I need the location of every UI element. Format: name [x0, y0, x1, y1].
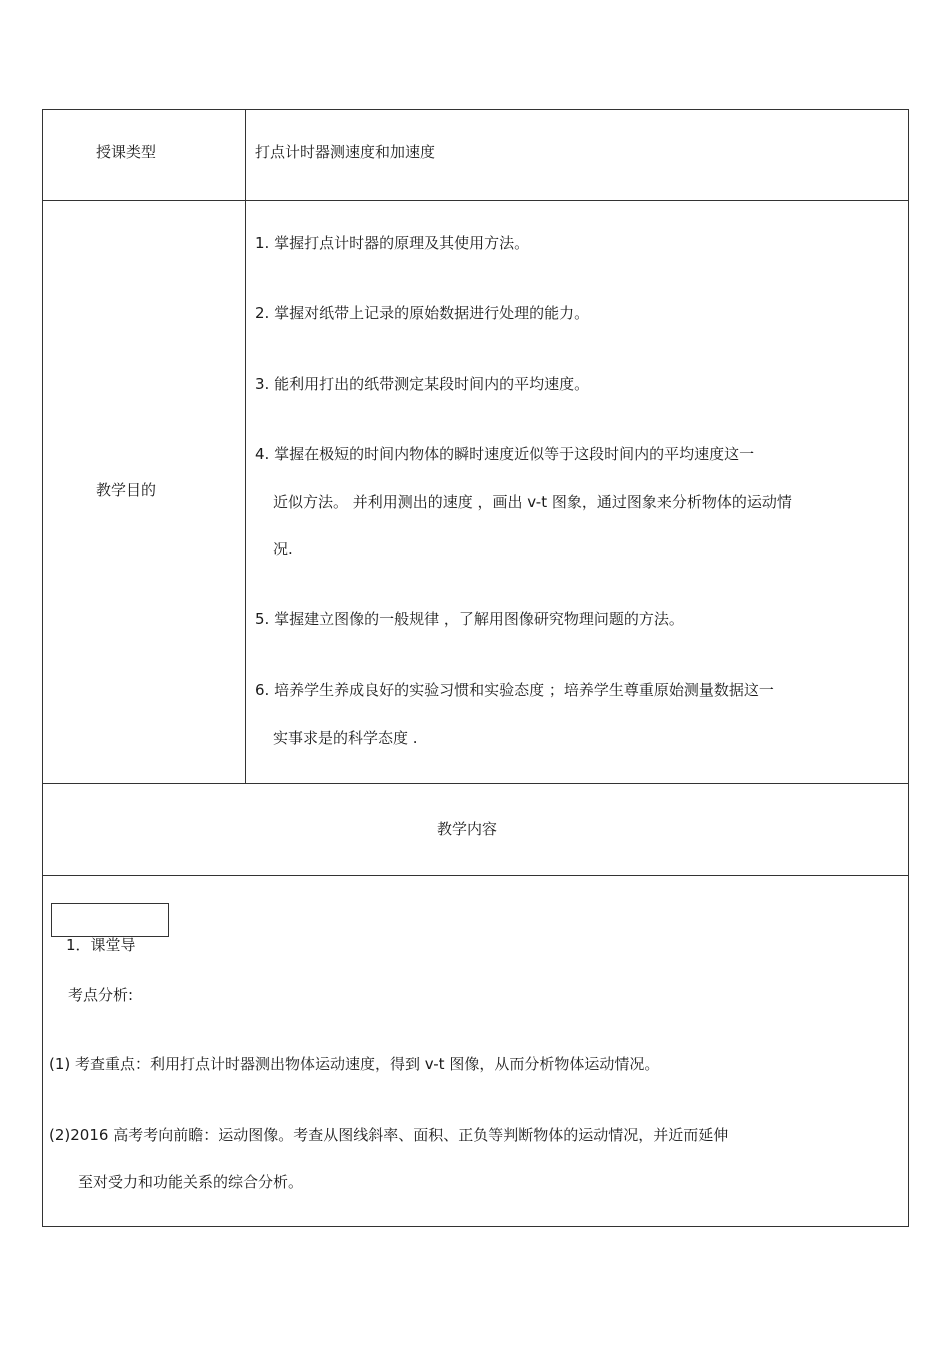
- row-divider-3: [42, 875, 909, 876]
- goal-item-6-line2: 实事求是的科学态度 .: [273, 729, 418, 747]
- exam-analysis-heading: 考点分析:: [68, 986, 134, 1004]
- teaching-content-title: 教学内容: [437, 820, 498, 838]
- exam-point-2-line1: (2)2016 高考考向前瞻：运动图像。考查从图线斜率、面积、正负等判断物体的运动情况，并近而延伸: [49, 1126, 729, 1144]
- goal-item-3: 3. 能利用打出的纸带测定某段时间内的平均速度。: [255, 375, 590, 393]
- row-divider-2: [42, 783, 909, 784]
- section-title: 1．课堂导: [66, 936, 136, 954]
- label-teaching-goals: 教学目的: [96, 481, 157, 499]
- exam-point-2-line2: 至对受力和功能关系的综合分析。: [78, 1173, 304, 1191]
- lesson-type-value: 打点计时器测速度和加速度: [255, 143, 436, 161]
- row-divider-1: [42, 200, 909, 201]
- goal-item-4-line2: 近似方法。 并利用测出的速度 ，画出 v-t 图象，通过图象来分析物体的运动情: [273, 493, 792, 511]
- exam-point-1: (1) 考查重点：利用打点计时器测出物体运动速度，得到 v-t 图像，从而分析物体运动情况。: [49, 1055, 660, 1073]
- column-divider: [245, 109, 246, 784]
- goal-item-4-line3: 况.: [273, 540, 293, 558]
- goal-item-2: 2. 掌握对纸带上记录的原始数据进行处理的能力。: [255, 304, 590, 322]
- goal-item-4-line1: 4. 掌握在极短的时间内物体的瞬时速度近似等于这段时间内的平均速度这一: [255, 445, 755, 463]
- section-label-box: [51, 903, 169, 937]
- goal-item-5: 5. 掌握建立图像的一般规律 ，了解用图像研究物理问题的方法。: [255, 610, 684, 628]
- goal-item-1: 1. 掌握打点计时器的原理及其使用方法。: [255, 234, 530, 252]
- goal-item-6-line1: 6. 培养学生养成良好的实验习惯和实验态度 ；培养学生尊重原始测量数据这一: [255, 681, 774, 699]
- label-lesson-type: 授课类型: [96, 143, 157, 161]
